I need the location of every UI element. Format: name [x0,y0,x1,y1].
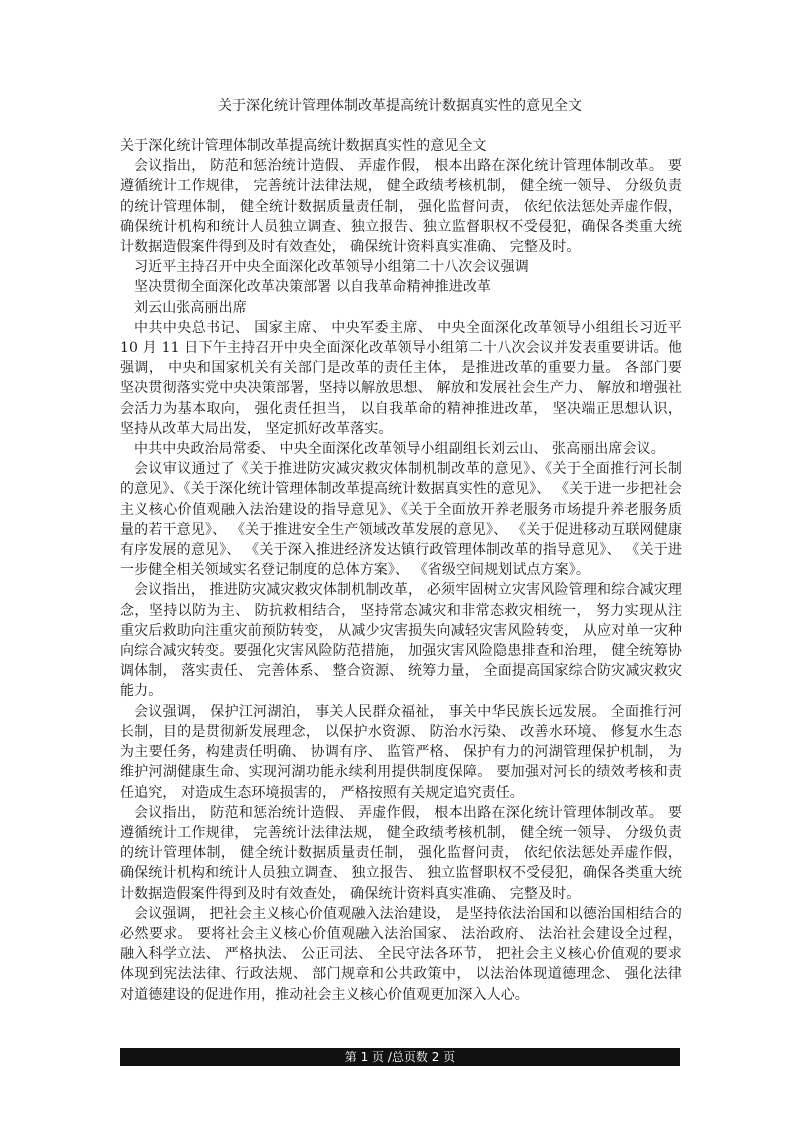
paragraph: 会议审议通过了《关于推进防灾减灾救灾体制机制改革的意见》、《关于全面推行河长制的意见》、《关于深化统计管理体制改革提高统计数据真实性的意见》、 《关于进一步把社会主义核心价值观融入法治建设的指导意见》、《关于全面放开养老服务市场提升养老服务质量的若干意见》、 《关于推进安全生产领域改革发展的意见》、 《关于促进移动互联网健康有序发展的意见》、 《关于深入推进经济发达镇行政管理体制改革的指导意见》、 《关于进一步健全相关领域实名登记制度的总体方案》、 《省级空间规划试点方案》。 [120,461,682,579]
paragraph: 刘云山张高丽出席 [134,299,247,316]
paragraph: 会议指出， 推进防灾减灾救灾体制机制改革， 必须牢固树立灾害风险管理和综合减灾理念，坚持以防为主、 防抗救相结合， 坚持常态减灾和非常态救灾相统一， 努力实现从注重灾后救助向注重灾前预防转变， 从减少灾害损失向减轻灾害风险转变， 从应对单一灾种向综合减灾转变。要强化灾害风险防范措施， 加强灾害风险隐患排查和治理， 健全统筹协调体制， 落实责任、 完善体系、 整合资源、 统筹力量， 全面提高国家综合防灾减灾救灾能力。 [120,582,682,700]
paragraph: 会议指出， 防范和惩治统计造假、 弄虚作假， 根本出路在深化统计管理体制改革。 要遵循统计工作规律， 完善统计法律法规， 健全政绩考核机制， 健全统一领导、 分级负责的统计管理体制， 健全统计数据质量责任制， 强化监督问责， 依纪依法惩处弄虚作假， 确保统计机构和统计人员独立调查、 独立报告、 独立监督职权不受侵犯，确保各类重大统计数据造假案件得到及时有效查处， 确保统计资料真实准确、 完整及时。 [120,804,682,902]
page-indicator: 第 1 页 /总页数 2 页 [344,1050,456,1064]
paragraph: 会议强调， 保护江河湖泊， 事关人民群众福祉， 事关中华民族长远发展。 全面推行河长制，目的是贯彻新发展理念， 以保护水资源、 防治水污染、 改善水环境、 修复水生态为主要任务，构建责任明确、 协调有序、 监管严格、 保护有力的河湖管理保护机制， 为维护河湖健康生命、实现河湖功能永续利用提供制度保障。 要加强对河长的绩效考核和责任追究， 对造成生态环境损害的， 严格按照有关规定追究责任。 [120,703,682,801]
page-footer [120,1048,680,1066]
page-title: 关于深化统计管理体制改革提高统计数据真实性的意见全文 [218,98,582,114]
paragraph: 会议指出， 防范和惩治统计造假、 弄虚作假， 根本出路在深化统计管理体制改革。 要遵循统计工作规律， 完善统计法律法规， 健全政绩考核机制， 健全统一领导、 分级负责的统计管理体制， 健全统计数据质量责任制， 强化监督问责， 依纪依法惩处弄虚作假， 确保统计机构和统计人员独立调查、独立报告、独立监督职权不受侵犯，确保各类重大统计数据造假案件得到及时有效查处， 确保统计资料真实准确、 完整及时。 [120,158,682,256]
paragraph: 坚决贯彻全面深化改革决策部署 以自我革命精神推进改革 [134,279,492,296]
paragraph: 中共中央政治局常委、 中央全面深化改革领导小组副组长刘云山、 张高丽出席会议。 [134,441,665,458]
paragraph: 习近平主持召开中央全面深化改革领导小组第二十八次会议强调 [134,259,529,276]
doc-heading: 关于深化统计管理体制改革提高统计数据真实性的意见全文 [120,138,487,154]
document-body [120,136,682,1005]
paragraph: 会议强调， 把社会主义核心价值观融入法治建设， 是坚持依法治国和以德治国相结合的必然要求。 要将社会主义核心价值观融入法治国家、 法治政府、 法治社会建设全过程， 融入科学立法、 严格执法、 公正司法、 全民守法各环节， 把社会主义核心价值观的要求体现到宪法法律、行政法规、 部门规章和公共政策中， 以法治体现道德理念、 强化法律对道德建设的促进作用，推动社会主义核心价值观更加深入人心。 [120,905,682,1003]
paragraph: 中共中央总书记、 国家主席、 中央军委主席、 中央全面深化改革领导小组组长习近平 10 月 11 日下午主持召开中央全面深化改革领导小组第二十八次会议并发表重要讲话。他强调， 中央和国家机关有关部门是改革的责任主体， 是推进改革的重要力量。 各部门要坚决贯彻落实党中央决策部署，坚持以解放思想、 解放和发展社会生产力、 解放和增强社会活力为基本取向， 强化责任担当， 以自我革命的精神推进改革， 坚决端正思想认识， 坚持从改革大局出发， 坚定抓好改革落实。 [120,319,682,437]
